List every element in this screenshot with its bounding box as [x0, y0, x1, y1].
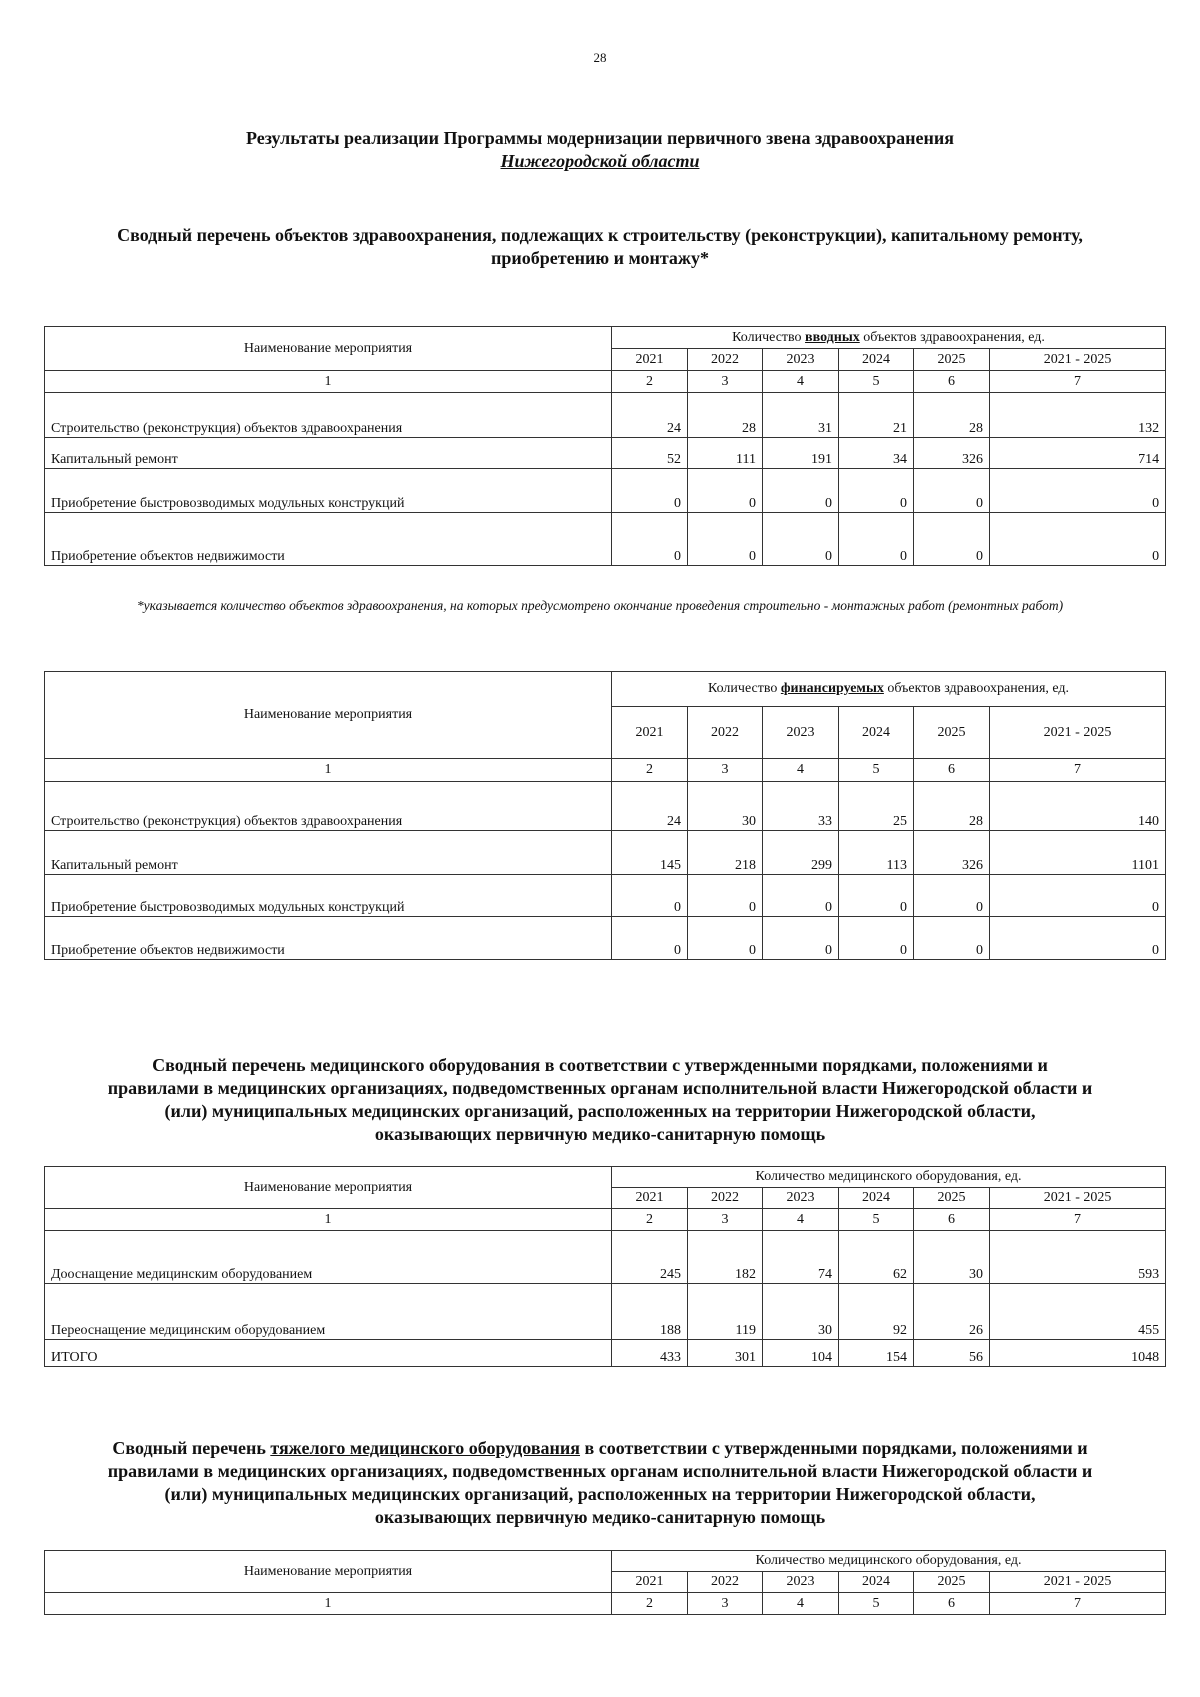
col-number: 2	[612, 1209, 688, 1231]
col-number: 5	[839, 1593, 914, 1615]
col-number: 1	[45, 371, 612, 393]
cell-value: 0	[688, 917, 763, 960]
cell-value: 0	[839, 513, 914, 566]
cell-value: 0	[612, 469, 688, 513]
cell-value: 0	[990, 917, 1166, 960]
col-number: 3	[688, 1209, 763, 1231]
year-header: 2022	[688, 1188, 763, 1209]
cell-value: 52	[612, 438, 688, 469]
row-name: Приобретение быстровозводимых модульных конструкций	[45, 875, 612, 917]
cell-value: 28	[914, 782, 990, 831]
cell-value: 26	[914, 1284, 990, 1340]
section3-title-line4: оказывающих первичную медико-санитарную помощь	[374, 1507, 826, 1527]
section2-title	[40, 1054, 1160, 1146]
cell-value: 24	[612, 782, 688, 831]
col-number: 4	[763, 371, 839, 393]
table-row	[45, 513, 1166, 566]
col-number: 6	[914, 1593, 990, 1615]
cell-value: 326	[914, 831, 990, 875]
cell-value: 140	[990, 782, 1166, 831]
cell-value: 0	[688, 513, 763, 566]
col-number: 1	[45, 1593, 612, 1615]
cell-value: 326	[914, 438, 990, 469]
cell-value: 30	[688, 782, 763, 831]
cell-value: 30	[914, 1231, 990, 1284]
year-header: 2021	[612, 1188, 688, 1209]
section1-title-line1: Сводный перечень объектов здравоохранения, подлежащих к строительству (реконструкции), капитальному ремонту,	[117, 225, 1083, 245]
col-number: 2	[612, 1593, 688, 1615]
cell-value: 145	[612, 831, 688, 875]
year-header: 2021	[612, 349, 688, 371]
group-header: Количество вводных объектов здравоохранения, ед.	[612, 327, 1166, 349]
row-name: ИТОГО	[45, 1340, 612, 1367]
table-row	[45, 875, 1166, 917]
cell-value: 111	[688, 438, 763, 469]
cell-value: 188	[612, 1284, 688, 1340]
col-number: 6	[914, 371, 990, 393]
col-number: 1	[45, 1209, 612, 1231]
cell-value: 433	[612, 1340, 688, 1367]
cell-value: 0	[763, 469, 839, 513]
table-equipment	[44, 1166, 1166, 1367]
table-row	[45, 469, 1166, 513]
year-header: 2024	[839, 349, 914, 371]
main-title-line1: Результаты реализации Программы модернизации первичного звена здравоохранения	[245, 128, 955, 148]
cell-value: 0	[763, 875, 839, 917]
cell-value: 0	[914, 513, 990, 566]
cell-value: 28	[688, 393, 763, 438]
cell-value: 33	[763, 782, 839, 831]
row-name: Капитальный ремонт	[45, 831, 612, 875]
year-header: 2023	[763, 1572, 839, 1593]
cell-value: 132	[990, 393, 1166, 438]
year-header: 2021 - 2025	[990, 349, 1166, 371]
group-header: Количество медицинского оборудования, ед.	[612, 1167, 1166, 1188]
col-number: 2	[612, 371, 688, 393]
year-header: 2024	[839, 1572, 914, 1593]
section3-title-line3: (или) муниципальных медицинских организаций, расположенных на территории Нижегородской области,	[164, 1484, 1036, 1504]
table-heavy-equipment	[44, 1550, 1166, 1615]
col-name-header: Наименование мероприятия	[45, 1167, 612, 1209]
table-row	[45, 1284, 1166, 1340]
main-title-line2: Нижегородской области	[500, 151, 700, 171]
year-header: 2023	[763, 349, 839, 371]
cell-value: 62	[839, 1231, 914, 1284]
cell-value: 0	[612, 917, 688, 960]
cell-value: 0	[990, 469, 1166, 513]
cell-value: 74	[763, 1231, 839, 1284]
cell-value: 1048	[990, 1340, 1166, 1367]
year-header: 2024	[839, 707, 914, 759]
year-header: 2021	[612, 707, 688, 759]
col-number: 3	[688, 371, 763, 393]
col-number: 7	[990, 371, 1166, 393]
main-title	[40, 127, 1160, 173]
row-name: Переоснащение медицинским оборудованием	[45, 1284, 612, 1340]
table-row	[45, 831, 1166, 875]
year-header: 2025	[914, 349, 990, 371]
row-name: Строительство (реконструкция) объектов здравоохранения	[45, 782, 612, 831]
year-header: 2022	[688, 707, 763, 759]
col-number: 4	[763, 759, 839, 782]
year-header: 2025	[914, 1572, 990, 1593]
section1-title	[40, 224, 1160, 270]
row-name: Капитальный ремонт	[45, 438, 612, 469]
cell-value: 0	[612, 875, 688, 917]
cell-value: 104	[763, 1340, 839, 1367]
row-name: Приобретение быстровозводимых модульных конструкций	[45, 469, 612, 513]
col-number: 6	[914, 1209, 990, 1231]
cell-value: 0	[914, 917, 990, 960]
cell-value: 25	[839, 782, 914, 831]
cell-value: 0	[990, 875, 1166, 917]
cell-value: 218	[688, 831, 763, 875]
cell-value: 455	[990, 1284, 1166, 1340]
col-number: 3	[688, 759, 763, 782]
section3-title	[40, 1437, 1160, 1529]
cell-value: 154	[839, 1340, 914, 1367]
table-finansiruemye	[44, 671, 1166, 960]
year-header: 2025	[914, 1188, 990, 1209]
cell-value: 301	[688, 1340, 763, 1367]
year-header: 2023	[763, 707, 839, 759]
group-header: Количество финансируемых объектов здравоохранения, ед.	[612, 672, 1166, 707]
footnote: *указывается количество объектов здравоохранения, на которых предусмотрено окончание проведения строительно - монтажных работ (ремонтных работ)	[136, 598, 1064, 613]
col-name-header: Наименование мероприятия	[45, 327, 612, 371]
year-header: 2021	[612, 1572, 688, 1593]
cell-value: 21	[839, 393, 914, 438]
cell-value: 28	[914, 393, 990, 438]
table-row-total	[45, 1340, 1166, 1367]
cell-value: 0	[839, 917, 914, 960]
cell-value: 0	[763, 917, 839, 960]
year-header: 2023	[763, 1188, 839, 1209]
row-name: Дооснащение медицинским оборудованием	[45, 1231, 612, 1284]
section3-title-line2: правилами в медицинских организациях, подведомственных органам исполнительной власти Нижегородской области и	[107, 1461, 1093, 1481]
year-header: 2025	[914, 707, 990, 759]
section2-title-line2: правилами в медицинских организациях, подведомственных органам исполнительной власти Нижегородской области и	[107, 1078, 1093, 1098]
col-name-header: Наименование мероприятия	[45, 1551, 612, 1593]
col-number: 7	[990, 759, 1166, 782]
col-number: 1	[45, 759, 612, 782]
cell-value: 0	[688, 875, 763, 917]
section1-title-line2: приобретению и монтажу*	[491, 248, 709, 268]
col-number: 5	[839, 759, 914, 782]
cell-value: 0	[763, 513, 839, 566]
col-number: 7	[990, 1209, 1166, 1231]
cell-value: 0	[612, 513, 688, 566]
row-name: Приобретение объектов недвижимости	[45, 513, 612, 566]
table-row	[45, 438, 1166, 469]
cell-value: 593	[990, 1231, 1166, 1284]
year-header: 2022	[688, 349, 763, 371]
col-number: 5	[839, 1209, 914, 1231]
section2-title-line1: Сводный перечень медицинского оборудования в соответствии с утвержденными порядками, положениями и	[152, 1055, 1048, 1075]
col-number: 7	[990, 1593, 1166, 1615]
cell-value: 245	[612, 1231, 688, 1284]
col-number: 5	[839, 371, 914, 393]
group-header: Количество медицинского оборудования, ед.	[612, 1551, 1166, 1572]
year-header: 2022	[688, 1572, 763, 1593]
cell-value: 92	[839, 1284, 914, 1340]
cell-value: 0	[839, 469, 914, 513]
row-name: Приобретение объектов недвижимости	[45, 917, 612, 960]
col-number: 4	[763, 1593, 839, 1615]
cell-value: 30	[763, 1284, 839, 1340]
cell-value: 1101	[990, 831, 1166, 875]
cell-value: 299	[763, 831, 839, 875]
col-name-header: Наименование мероприятия	[45, 672, 612, 759]
cell-value: 0	[839, 875, 914, 917]
cell-value: 0	[914, 875, 990, 917]
year-header: 2021 - 2025	[990, 1188, 1166, 1209]
cell-value: 0	[990, 513, 1166, 566]
row-name: Строительство (реконструкция) объектов здравоохранения	[45, 393, 612, 438]
section2-title-line3: (или) муниципальных медицинских организаций, расположенных на территории Нижегородской области,	[164, 1101, 1036, 1121]
cell-value: 56	[914, 1340, 990, 1367]
cell-value: 714	[990, 438, 1166, 469]
cell-value: 119	[688, 1284, 763, 1340]
year-header: 2024	[839, 1188, 914, 1209]
cell-value: 34	[839, 438, 914, 469]
col-number: 2	[612, 759, 688, 782]
cell-value: 191	[763, 438, 839, 469]
col-number: 4	[763, 1209, 839, 1231]
cell-value: 31	[763, 393, 839, 438]
cell-value: 182	[688, 1231, 763, 1284]
col-number: 3	[688, 1593, 763, 1615]
cell-value: 0	[688, 469, 763, 513]
cell-value: 24	[612, 393, 688, 438]
cell-value: 0	[914, 469, 990, 513]
table-row	[45, 782, 1166, 831]
section2-title-line4: оказывающих первичную медико-санитарную помощь	[374, 1124, 826, 1144]
page-number: 28	[593, 50, 607, 65]
table-vvodnye	[44, 326, 1166, 566]
year-header: 2021 - 2025	[990, 707, 1166, 759]
table-row	[45, 1231, 1166, 1284]
col-number: 6	[914, 759, 990, 782]
table-row	[45, 917, 1166, 960]
year-header: 2021 - 2025	[990, 1572, 1166, 1593]
section3-title-line1: Сводный перечень тяжелого медицинского оборудования в соответствии с утвержденными порядками, положениями и	[112, 1438, 1088, 1458]
table-row	[45, 393, 1166, 438]
cell-value: 113	[839, 831, 914, 875]
